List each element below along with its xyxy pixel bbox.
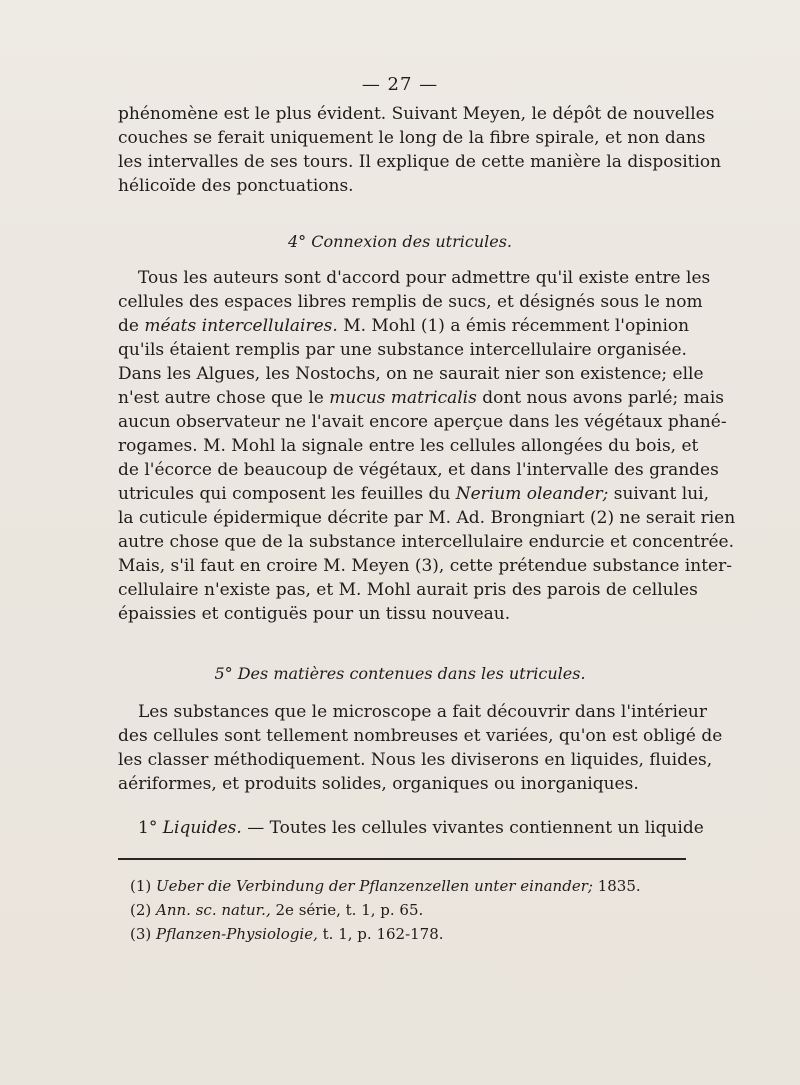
text-fragment: — Toutes les cellules vivantes contiennent un liquide [247, 818, 704, 838]
text-fragment: dont nous avons parlé; mais [482, 388, 725, 408]
text-line: cellulaire n'existe pas, et M. Mohl aurait pris des parois de cellules [118, 580, 698, 600]
italic-term: mucus matricalis [329, 388, 477, 408]
section-heading-5: 5° Des matières contenues dans les utricules. [214, 664, 586, 683]
footnote-title: Ueber die Verbindung der Pflanzenzellen unter einander; [156, 877, 593, 895]
footnote-number: (3) [130, 925, 152, 943]
footnote-title: Ann. sc. natur., [156, 901, 271, 919]
paragraph-3 [118, 700, 723, 796]
text-fragment: de [118, 316, 139, 336]
text-line: la cuticule épidermique décrite par M. Ad. Brongniart (2) ne serait rien [118, 508, 736, 528]
text-line: des cellules sont tellement nombreuses et variées, qu'on est obligé de [118, 726, 723, 746]
text-fragment: utricules qui composent les feuilles du [118, 484, 451, 504]
text-fragment: M. Mohl (1) a émis récemment l'opinion [343, 316, 690, 336]
text-line: cellules des espaces libres remplis de sucs, et désignés sous le nom [118, 292, 703, 312]
text-line [118, 482, 710, 506]
text-line: les classer méthodiquement. Nous les diviserons en liquides, fluides, [118, 750, 713, 770]
text-line: autre chose que de la substance intercellulaire endurcie et concentrée. [118, 532, 735, 552]
footnote-divider [118, 858, 686, 860]
text-line: Dans les Algues, les Nostochs, on ne saurait nier son existence; elle [118, 364, 704, 384]
text-fragment: n'est autre chose que le [118, 388, 324, 408]
text-line: de l'écorce de beaucoup de végétaux, et dans l'intervalle des grandes [118, 460, 719, 480]
footnote-detail: t. 1, p. 162-178. [322, 925, 444, 943]
text-line: hélicoïde des ponctuations. [118, 176, 354, 196]
text-line: aucun observateur ne l'avait encore aperçue dans les végétaux phané- [118, 412, 727, 432]
text-line: rogames. M. Mohl la signale entre les cellules allongées du bois, et [118, 436, 699, 456]
footnote-number: (1) [130, 877, 152, 895]
text-line [118, 816, 704, 840]
footnote-title: Pflanzen-Physiologie, [156, 925, 318, 943]
page-number: — 27 — [361, 74, 439, 95]
footnote-detail: 1835. [597, 877, 641, 895]
footnotes [130, 874, 686, 946]
text-line: Tous les auteurs sont d'accord pour admettre qu'il existe entre les [138, 268, 711, 288]
paragraph-4 [118, 816, 704, 840]
italic-term: Nerium oleander; [455, 484, 609, 504]
footnote-1 [130, 874, 686, 898]
text-line: aériformes, et produits solides, organiques ou inorganiques. [118, 774, 639, 794]
footnote-2 [130, 898, 686, 922]
text-line: épaissies et contiguës pour un tissu nouveau. [118, 604, 511, 624]
text-line [118, 314, 690, 338]
paragraph-1 [118, 102, 722, 198]
text-fragment: suivant lui, [613, 484, 710, 504]
text-line: Mais, s'il faut en croire M. Meyen (3), cette prétendue substance inter- [118, 556, 732, 576]
text-line: les intervalles de ses tours. Il explique de cette manière la disposition [118, 152, 722, 172]
text-line: qu'ils étaient remplis par une substance intercellulaire organisée. [118, 340, 687, 360]
paragraph-2 [118, 266, 736, 626]
footnote-3 [130, 922, 686, 946]
text-line: couches se ferait uniquement le long de la fibre spirale, et non dans [118, 128, 706, 148]
text-line: Les substances que le microscope a fait découvrir dans l'intérieur [138, 702, 708, 722]
list-number: 1° [138, 818, 158, 838]
footnote-detail: 2e série, t. 1, p. 65. [275, 901, 424, 919]
section-heading-4: 4° Connexion des utricules. [287, 232, 513, 251]
italic-term: Liquides. [162, 818, 242, 838]
italic-term: méats intercellulaires. [144, 316, 338, 336]
footnote-number: (2) [130, 901, 152, 919]
text-line [118, 386, 725, 410]
text-line: phénomène est le plus évident. Suivant Meyen, le dépôt de nouvelles [118, 104, 715, 124]
